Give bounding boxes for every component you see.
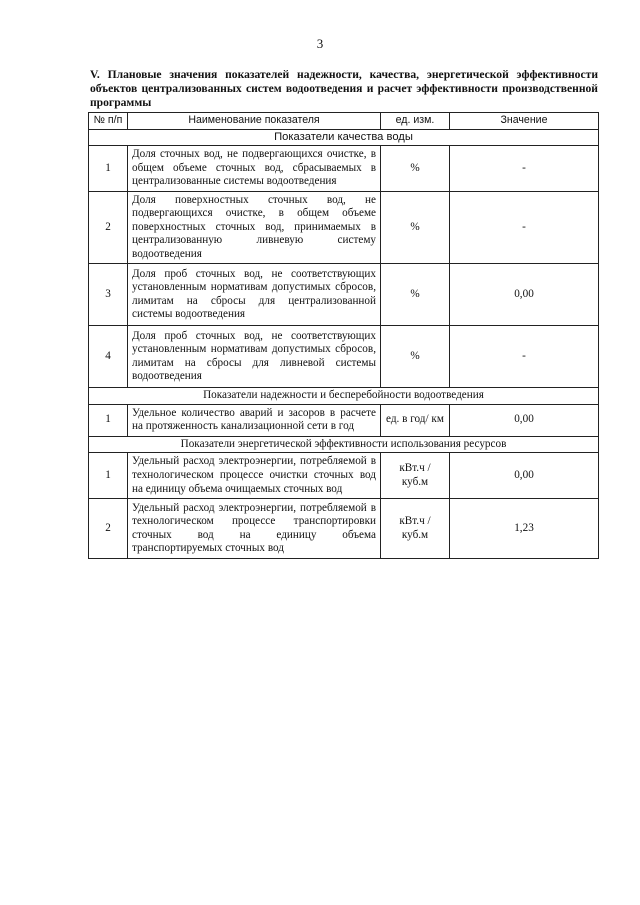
header-name: Наименование показателя bbox=[128, 113, 381, 130]
table-row bbox=[89, 192, 599, 264]
header-value: Значение bbox=[450, 113, 599, 130]
row-num: 4 bbox=[89, 326, 128, 388]
section-title: Показатели качества воды bbox=[89, 129, 599, 146]
header-num: № п/п bbox=[89, 113, 128, 130]
row-name: Удельное количество аварий и засоров в расчете на протяженность канализационной сети в год bbox=[128, 404, 381, 436]
row-name: Доля поверхностных сточных вод, не подвергающихся очистке, в общем объеме поверхностных сточных вод, принимаемых в централизованную ливневую систему водоотведения bbox=[128, 192, 381, 264]
row-value: 0,00 bbox=[450, 264, 599, 326]
section-heading: V. Плановые значения показателей надежности, качества, энергетической эффективности объектов централизованных систем водоотведения и расчет эффективности производственной программы bbox=[90, 68, 598, 109]
row-num: 2 bbox=[89, 499, 128, 559]
row-value: 0,00 bbox=[450, 453, 599, 499]
row-unit: % bbox=[381, 146, 450, 192]
row-name: Доля проб сточных вод, не соответствующих установленным нормативам допустимых сбросов, лимитам на сбросы для ливневой системы водоотведения bbox=[128, 326, 381, 388]
row-value: 0,00 bbox=[450, 404, 599, 436]
table-row bbox=[89, 264, 599, 326]
table-row bbox=[89, 146, 599, 192]
row-unit: кВт.ч / куб.м bbox=[381, 453, 450, 499]
row-unit: % bbox=[381, 264, 450, 326]
header-unit: ед. изм. bbox=[381, 113, 450, 130]
row-unit: кВт.ч / куб.м bbox=[381, 499, 450, 559]
table-row bbox=[89, 404, 599, 436]
row-num: 3 bbox=[89, 264, 128, 326]
row-num: 2 bbox=[89, 192, 128, 264]
section-row-energy bbox=[89, 436, 599, 453]
row-value: - bbox=[450, 146, 599, 192]
row-unit: % bbox=[381, 192, 450, 264]
table-row bbox=[89, 453, 599, 499]
section-title: Показатели надежности и бесперебойности водоотведения bbox=[89, 388, 599, 405]
row-num: 1 bbox=[89, 146, 128, 192]
row-num: 1 bbox=[89, 453, 128, 499]
row-value: - bbox=[450, 192, 599, 264]
row-name: Доля сточных вод, не подвергающихся очистке, в общем объеме сточных вод, сбрасываемых в централизованные системы водоотведения bbox=[128, 146, 381, 192]
section-row-reliability bbox=[89, 388, 599, 405]
row-num: 1 bbox=[89, 404, 128, 436]
table-row bbox=[89, 499, 599, 559]
row-unit: ед. в год/ км bbox=[381, 404, 450, 436]
row-name: Удельный расход электроэнергии, потребляемой в технологическом процессе очистки сточных вод на единицу объема очищаемых сточных вод bbox=[128, 453, 381, 499]
section-row-quality bbox=[89, 129, 599, 146]
row-name: Доля проб сточных вод, не соответствующих установленным нормативам допустимых сбросов, лимитам на сбросы для централизованной системы водоотведения bbox=[128, 264, 381, 326]
section-title: Показатели энергетической эффективности использования ресурсов bbox=[89, 436, 599, 453]
page-number: 3 bbox=[316, 36, 324, 51]
row-value: - bbox=[450, 326, 599, 388]
row-name: Удельный расход электроэнергии, потребляемой в технологическом процессе транспортировки сточных вод на единицу объема транспортируемых сточных вод bbox=[128, 499, 381, 559]
table-row bbox=[89, 326, 599, 388]
row-value: 1,23 bbox=[450, 499, 599, 559]
row-unit: % bbox=[381, 326, 450, 388]
indicators-table bbox=[88, 112, 599, 559]
table-header-row bbox=[89, 113, 599, 130]
